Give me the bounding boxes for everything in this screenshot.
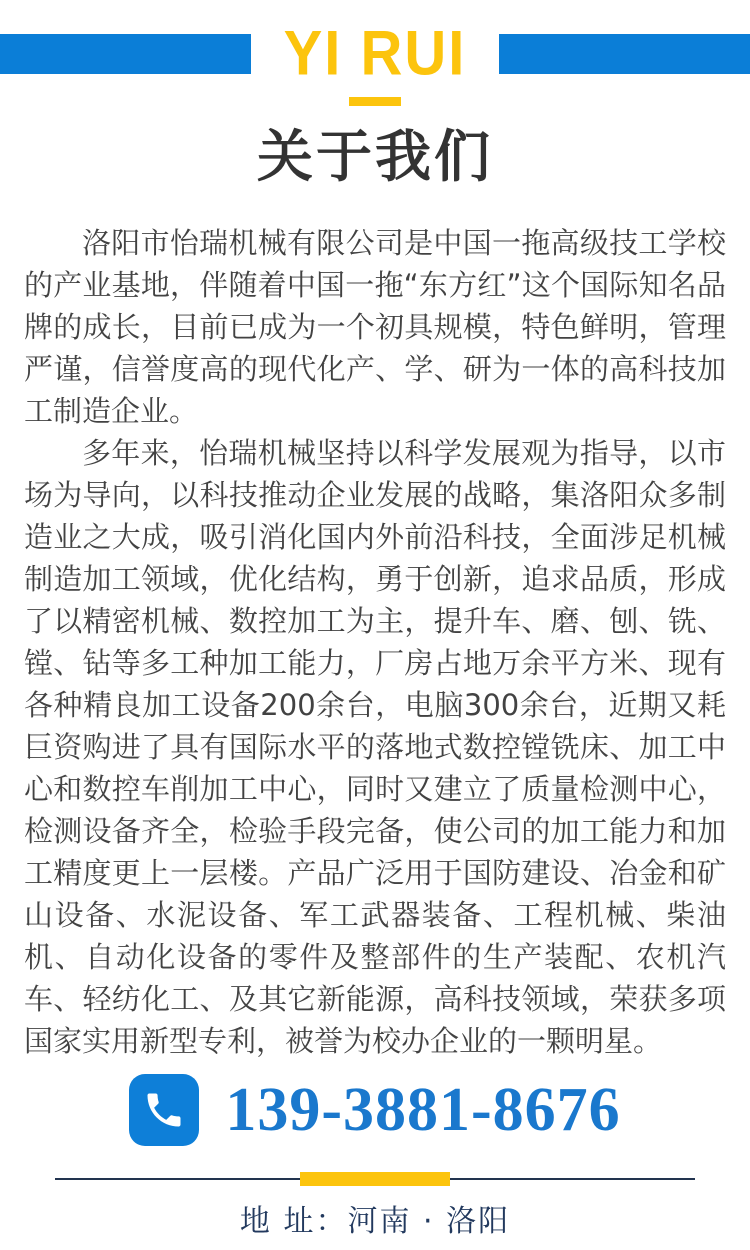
address-line xyxy=(0,1202,750,1242)
about-page xyxy=(0,18,750,1250)
about-content xyxy=(24,222,726,1062)
phone-contact[interactable] xyxy=(0,1074,750,1146)
phone-icon xyxy=(129,1074,199,1146)
phone-number: 139-3881-8676 xyxy=(225,1076,621,1144)
brand-banner xyxy=(0,18,750,89)
page-title: 关于我们 xyxy=(257,125,493,190)
banner-bar-right xyxy=(499,34,750,74)
logo-underline-dash xyxy=(349,97,401,106)
section-divider xyxy=(55,1172,695,1186)
address-text: 地 址：河南 · 洛阳 xyxy=(239,1204,511,1239)
divider-accent-block xyxy=(300,1172,450,1186)
about-paragraph-2: 多年来，怡瑞机械坚持以科学发展观为指导，以市场为导向，以科技推动企业发展的战略，集洛阳众多制造业之大成，吸引消化国内外前沿科技，全面涉足机械制造加工领域，优化结构，勇于创新，追求品质，形成了以精密机械、数控加工为主，提升车、磨、刨、铣、镗、钻等多工种加工能力，厂房占地万余平方米、现有各种精良加工设备200余台，电脑300余台，近期又耗巨资购进了具有国际水平的落地式数控镗铣床、加工中心和数控车削加工中心，同时又建立了质量检测中心，检测设备齐全，检验手段完备，使公司的加工能力和加工精度更上一层楼。产品广泛用于国防建设、冶金和矿山设备、水泥设备、军工武器装备、工程机械、柴油机、自动化设备的零件及整部件的生产装配、农机汽车、轻纺化工、及其它新能源，高科技领域，荣获多项国家实用新型专利，被誉为校办企业的一颗明星。 xyxy=(24,436,726,1058)
brand-logo-text: YI RUI xyxy=(283,18,467,89)
banner-bar-left xyxy=(0,34,251,74)
about-paragraph-1: 洛阳市怡瑞机械有限公司是中国一拖高级技工学校的产业基地，伴随着中国一拖“东方红”这个国际知名品牌的成长，目前已成为一个初具规模，特色鲜明，管理严谨，信誉度高的现代化产、学、研为一体的高科技加工制造企业。 xyxy=(24,226,726,428)
